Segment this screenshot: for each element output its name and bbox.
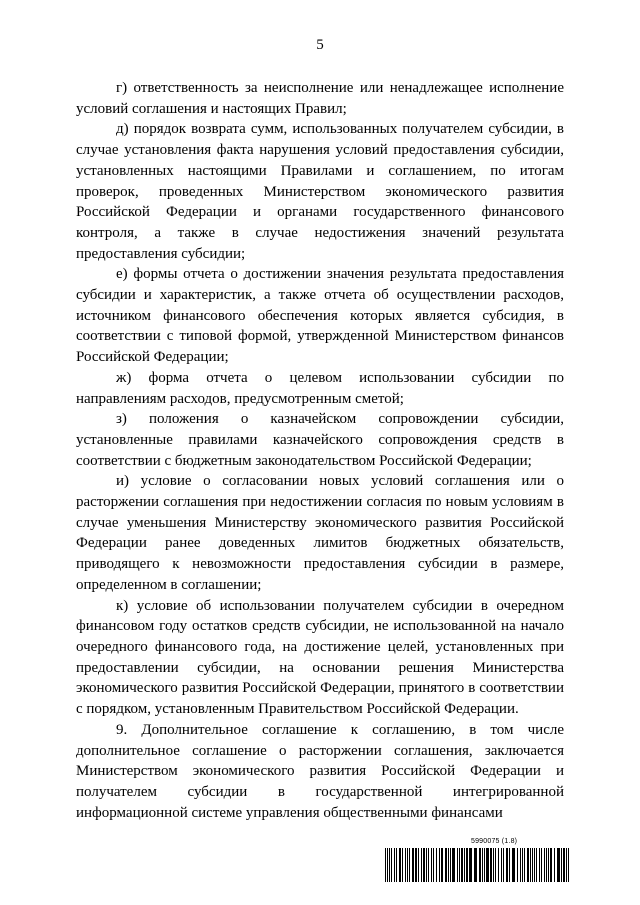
paragraph-zh: ж) форма отчета о целевом использовании субсидии по направлениям расходов, предусмотренным сметой; [76, 369, 564, 407]
barcode-icon [385, 848, 569, 882]
barcode-label: 5990075 (1.8) [471, 838, 518, 845]
paragraph-z: з) положения о казначейском сопровождении субсидии, установленные правилами казначейского сопровождения средств в соответствии с бюджетным законодательством Российской Федерации; [76, 411, 564, 469]
page-number: 5 [316, 37, 324, 53]
barcode-block [385, 838, 569, 884]
document-body [76, 78, 564, 823]
paragraph-k: к) условие об использовании получателем субсидии в очередном финансовом году остатков средств субсидии, не использованной на начало очередного финансового года, на достижение целей, установленных при предоставлении субсидии, на основании решения Министерства экономического развития Российской Федерации, принятого в соответствии с порядком, установленным Правительством Российской Федерации. [76, 597, 564, 718]
paragraph-i: и) условие о согласовании новых условий соглашения или о расторжении соглашения при недостижении согласия по новым условиям в случае уменьшения Министерству экономического развития Российской Федерации ранее доведенных лимитов бюджетных обязательств, приводящего к невозможности предоставления субсидии в размере, определенном в соглашении; [76, 473, 564, 593]
paragraph-e: е) формы отчета о достижении значения результата предоставления субсидии и характеристик, а также отчета об осуществлении расходов, источником финансового обеспечения которых является субсидия, в соответствии с типовой формой, утвержденной Министерством финансов Российской Федерации; [76, 266, 564, 366]
paragraph-g: г) ответственность за неисполнение или ненадлежащее исполнение условий соглашения и настоящих Правил; [76, 80, 564, 117]
paragraph-d: д) порядок возврата сумм, использованных получателем субсидии, в случае установления факта нарушения условий предоставления субсидии, установленных настоящими Правилами и соглашением, по итогам проверок, проведенных Министерством экономического развития Российской Федерации и органами государственного финансового контроля, а также в случае недостижения значений результата предоставления субсидии; [76, 121, 564, 262]
paragraph-9: 9. Дополнительное соглашение к соглашению, в том числе дополнительное соглашение о расторжении соглашения, заключается Министерством экономического развития Российской Федерации и получателем субсидии в государственной интегрированной информационной системе управления общественными финансами [76, 721, 564, 821]
